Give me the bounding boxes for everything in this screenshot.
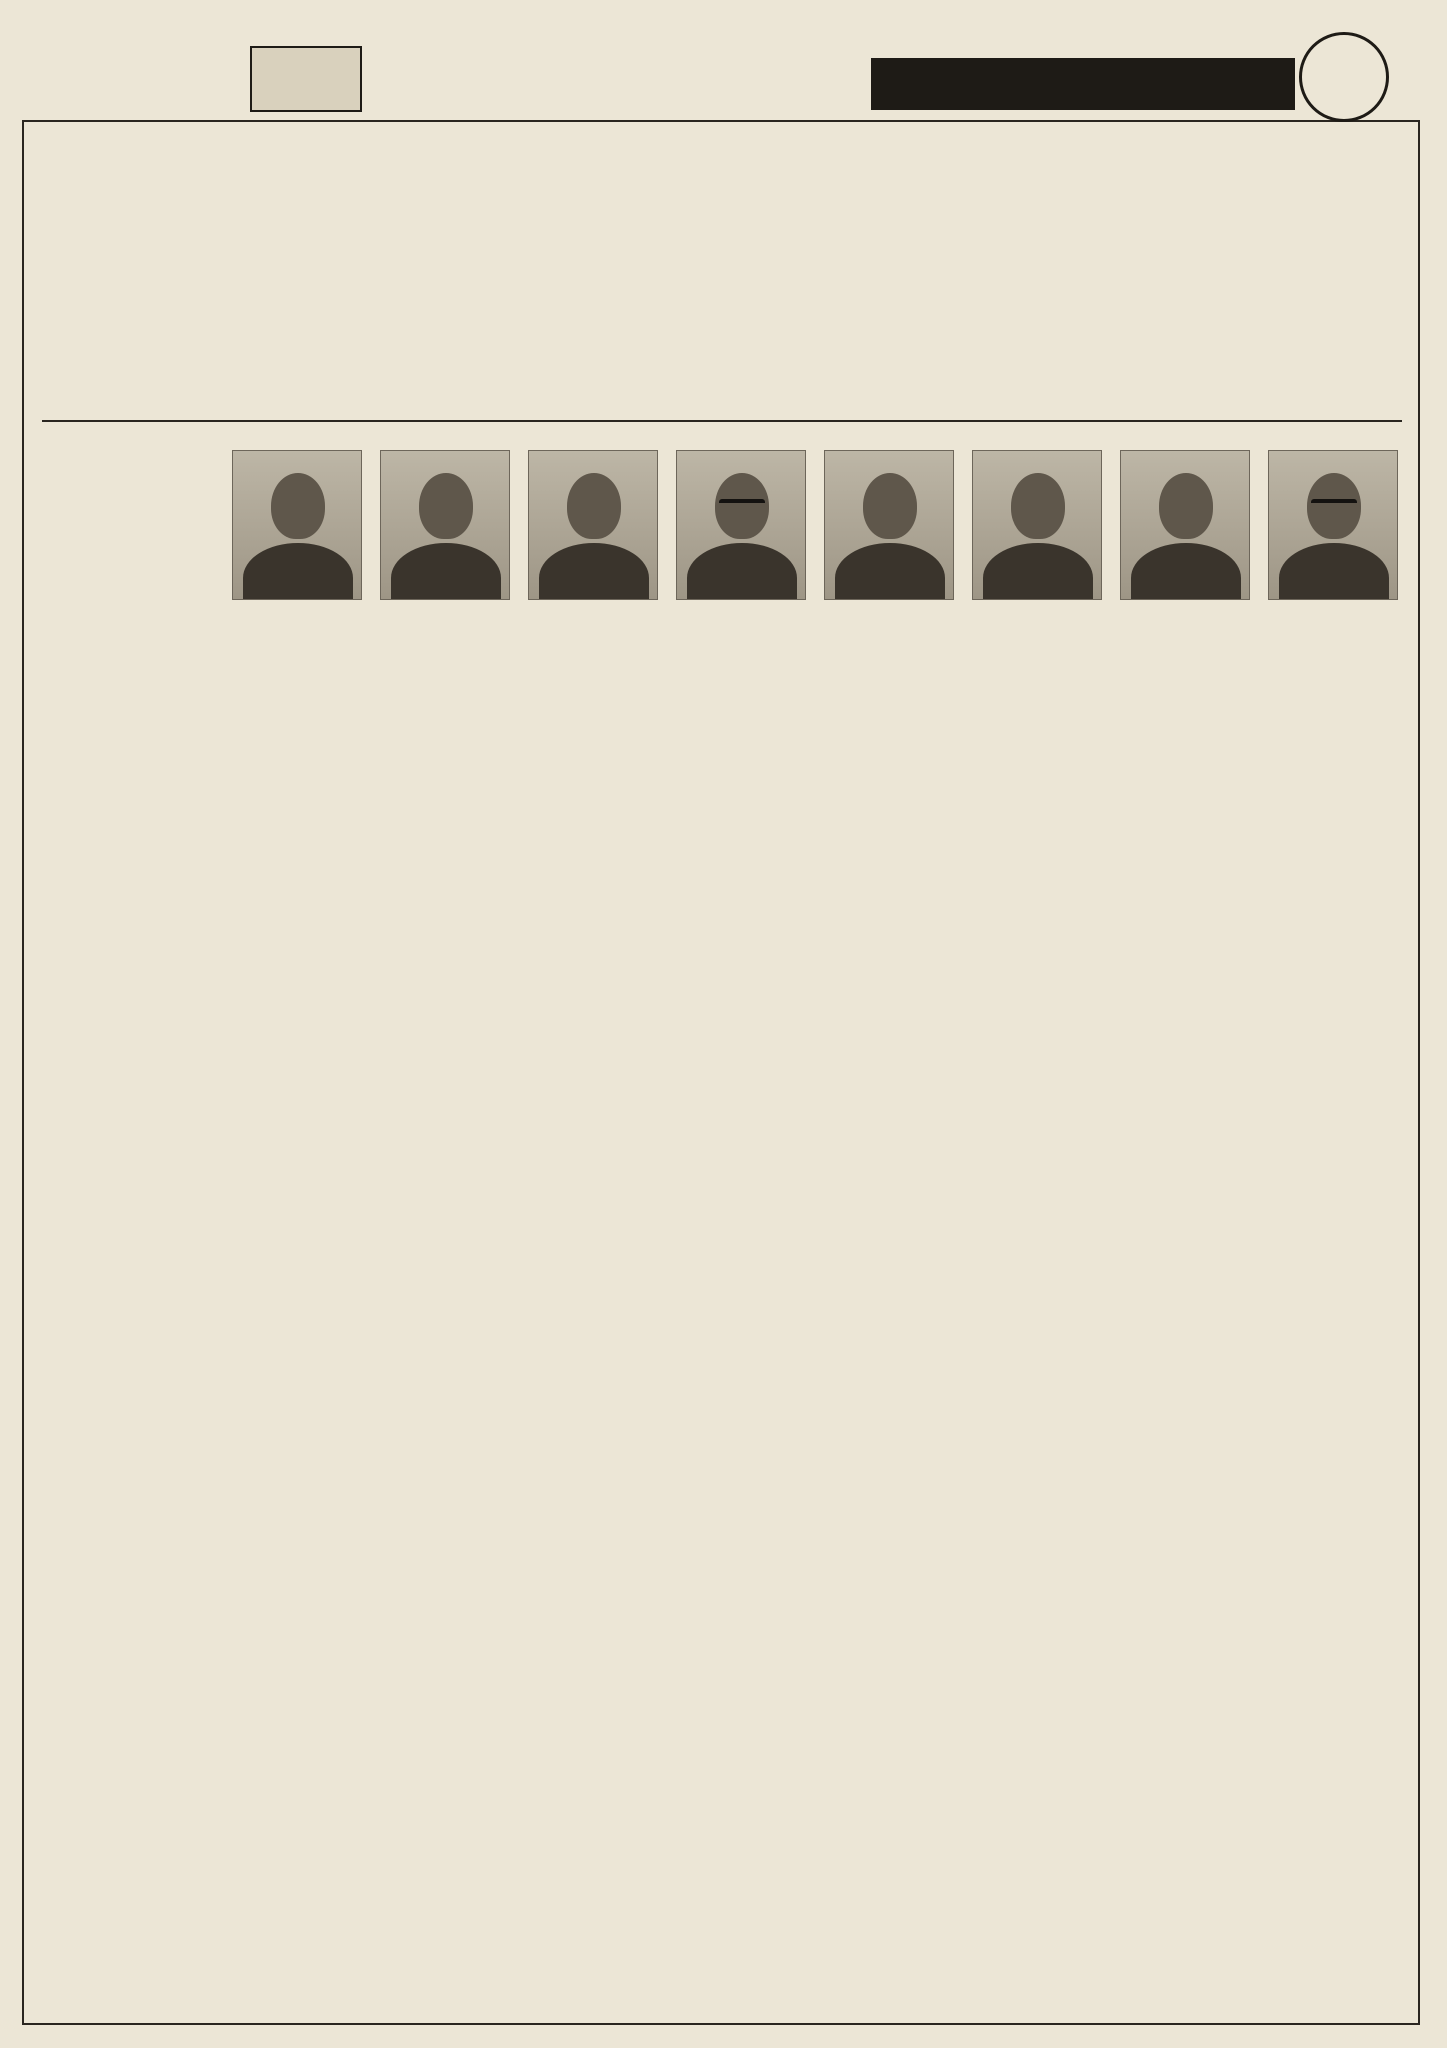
portrait-photo <box>1268 450 1398 600</box>
person-card <box>1120 450 1250 640</box>
person-card <box>528 450 658 640</box>
person-card <box>972 450 1102 640</box>
newspaper-logo <box>250 46 362 112</box>
person-card <box>676 450 806 640</box>
portrait-photo <box>676 450 806 600</box>
portrait-photo <box>380 450 510 600</box>
portrait-photo <box>1120 450 1250 600</box>
portrait-photo <box>232 450 362 600</box>
portrait-photo <box>824 450 954 600</box>
section-banner <box>871 58 1295 110</box>
portrait-photo <box>528 450 658 600</box>
person-card <box>1268 450 1398 640</box>
headline <box>42 298 1402 418</box>
person-card <box>824 450 954 640</box>
person-card <box>232 450 362 640</box>
photo-strip <box>52 450 1398 640</box>
page-number-badge <box>1299 32 1389 122</box>
headline-rule <box>42 420 1402 422</box>
person-card <box>380 450 510 640</box>
portrait-photo <box>972 450 1102 600</box>
